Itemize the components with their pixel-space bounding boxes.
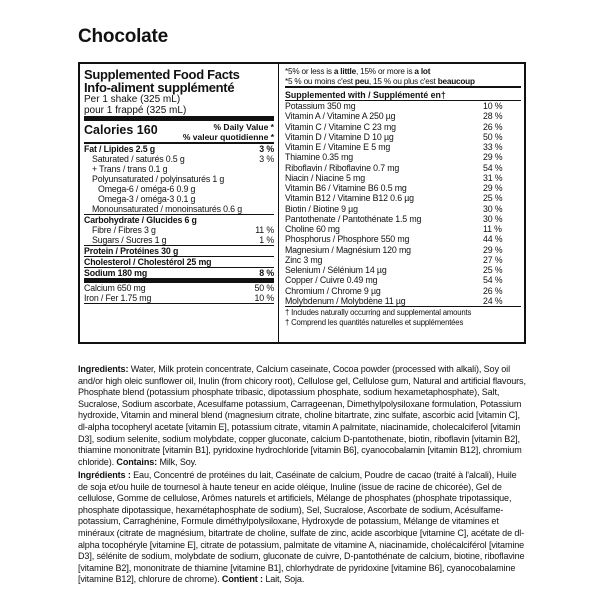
dv-note-fr: *5 % ou moins c'est peu, 15 % ou plus c'est beaucoup [285, 77, 521, 89]
contains-text-fr: Lait, Soja. [262, 574, 305, 585]
nutrient-row-fat: Fat / Lipides 2.5 g 3 % [84, 144, 274, 154]
footnote-fr: † Comprend les quantités naturelles et supplémentées [285, 318, 464, 327]
vitamin-row: Zinc 3 mg 27 % [285, 254, 503, 265]
vitamin-row: Chromium / Chrome 9 µg 26 % [285, 285, 503, 296]
ingredients-en [78, 364, 528, 468]
ingredients-label-fr: Ingrédients : [78, 470, 131, 480]
nutrient-row-iron: Iron / Fer 1.75 mg 10 % [84, 293, 274, 303]
serving-size-en: Per 1 shake (325 mL) [84, 94, 181, 105]
ingredients-fr [78, 470, 528, 586]
nutrient-row-trans: + Trans / trans 0.1 g [92, 164, 168, 174]
daily-value-header [183, 123, 274, 142]
dv-note-en: *5% or less is a little, 15% or more is a lot [285, 67, 431, 76]
calories-value: Calories 160 [84, 123, 158, 137]
vitamin-row: Magnesium / Magnésium 120 mg 29 % [285, 244, 503, 255]
calories-row [84, 121, 274, 144]
vitamin-row: Riboflavin / Riboflavine 0.7 mg 54 % [285, 162, 503, 173]
contains-label-en: Contains: [116, 456, 158, 467]
vitamin-row: Selenium / Sélénium 14 µg 25 % [285, 265, 503, 275]
daily-value-fr: % valeur quotidienne * [182, 131, 274, 142]
supplemented-heading: Supplemented with / Supplémenté en† [285, 88, 521, 101]
serving-size-fr: pour 1 frappé (325 mL) [84, 105, 274, 121]
nutrition-facts-right-column [281, 64, 524, 342]
vitamin-row: Choline 60 mg 11 % [285, 224, 502, 234]
nutrient-row-cholesterol: Cholesterol / Cholestérol 25 mg [84, 257, 274, 268]
nutrient-row-polyunsaturated: Polyunsaturated / polyinsaturés 1 g [92, 174, 225, 184]
facts-heading-fr: Info-aliment supplémenté [84, 80, 235, 95]
nutrient-row-fibre: Fibre / Fibres 3 g 11 % [92, 225, 274, 235]
vitamin-row: Phosphorus / Phosphore 550 mg 44 % [285, 234, 503, 245]
footnote-en: † Includes naturally occurring and supplemental amounts [285, 308, 472, 317]
nutrition-facts-panel [78, 62, 526, 344]
facts-heading-en: Supplemented Food Facts [84, 67, 240, 82]
nutrition-facts-left-column [80, 64, 279, 342]
nutrient-row-omega6: Omega-6 / oméga-6 0.9 g [98, 184, 196, 194]
vitamin-row: Vitamin B12 / Vitamine B12 0.6 µg 25 % [285, 193, 503, 204]
vitamin-row: Vitamin A / Vitamine A 250 µg 28 % [285, 111, 503, 122]
vitamin-row: Copper / Cuivre 0.49 mg 54 % [285, 275, 503, 286]
vitamin-row: Vitamin B6 / Vitamine B6 0.5 mg 29 % [285, 183, 503, 193]
nutrient-row-monounsaturated: Monounsaturated / monoinsaturés 0.6 g [84, 204, 274, 215]
contains-label-fr: Contient : [221, 574, 263, 585]
ingredients-text-en: Water, Milk protein concentrate, Calcium caseinate, Cocoa powder (processed with alkali), Soy oil and/or high oleic sunflower oil, Inulin (from chicory root), Cellulose gel, Cellulose gum, Natural and artificial flavours, Phosphate blend (potassium phosphate tribasic, dipotassium phosphate, sodium hexametaphosphate), Salt, Sucralose, Sodium ascorbate, Acesulfame potassium, Carrageenan, Dimethylpolysiloxane formulation, Potassium hydroxide, Vitamin and mineral blend (magnesium citrate, choline bitartrate, zinc sulfate, ascorbic acid [vitamin C], dl-alpha tocopheryl acetate [vitamin E], potassium citrate, vitamin A palmitate, niacinamide, cholecalciferol [vitamin D3], sodium selenite, sodium molybdate, copper gluconate, calcium D-pantothenate, biotin, riboflavin [vitamin B2], thiamine mononitrate [vitamin B1], pyridoxine hydrochloride [vitamin B6], cyanocobalamin [vitamin B12], chromium chloride). [78, 364, 526, 467]
vitamin-row: Vitamin E / Vitamine E 5 mg 33 % [285, 142, 503, 152]
vitamin-row: Molybdenum / Molybdène 11 µg 24 % [285, 296, 521, 307]
contains-text-en: Milk, Soy. [157, 456, 197, 467]
vitamin-row: Vitamin C / Vitamine C 23 mg 26 % [285, 121, 503, 132]
ingredients-text-fr: Eau, Concentré de protéines du lait, Caséinate de calcium, Poudre de cacao (traité à l'alcali), Huile de soja et/ou huile de tournesol à haute teneur en acide oléique, Inuline (issue de racine de chicorée), Gel de cellulose, Gomme de cellulose, Arômes naturels et artificiels, Mélange de phosphates (phosphate tripotassique, phosphate dipotassique, hexamétaphosphate de sodium), Sel, Sucralose, Ascorbate de sodium, Acésulfame-potassium, Carraghénine, Formule diméthylpolysiloxane, Hydroxyde de potassium, Mélange de vitamines et minéraux (citrate de magnésium, bitartrate de choline, sulfate de zinc, acide ascorbique [vitamine C], acétate de dl-alpha tocophéryle [vitamine E], citrate de potassium, palmitate de vitamine A, niacinamide, cholécalciférol [vitamine D3], sélénite de sodium, molybdate de sodium, gluconate de cuivre, D-pantothénate de calcium, biotine, riboflavine [vitamine B2], mononitrate de thiamine [vitamine B1], chlorhydrate de pyridoxine [vitamine B6], cyanocobalamine [vitamine B12], chlorure de chrome). [78, 470, 525, 585]
daily-value-en: % Daily Value * [213, 122, 274, 132]
product-title: Chocolate [78, 26, 169, 47]
vitamin-row: Potassium 350 mg 10 % [285, 101, 503, 111]
vitamin-row: Vitamin D / Vitamine D 10 µg 50 % [285, 131, 503, 142]
vitamin-row: Pantothenate / Pantothénate 1.5 mg 30 % [285, 213, 503, 224]
vitamin-row: Niacin / Niacine 5 mg 31 % [285, 172, 503, 183]
nutrient-row-sugars: Sugars / Sucres 1 g 1 % [84, 235, 274, 246]
nutrient-row-sodium: Sodium 180 mg 8 % [84, 268, 274, 283]
nutrient-row-protein: Protein / Protéines 30 g [84, 246, 274, 257]
nutrient-row-carbohydrate: Carbohydrate / Glucides 6 g [84, 215, 197, 225]
vitamin-row: Biotin / Biotine 9 µg 30 % [285, 203, 503, 214]
vitamin-list [285, 101, 521, 307]
ingredients-label-en: Ingredients: [78, 364, 129, 374]
vitamin-row: Thiamine 0.35 mg 29 % [285, 152, 503, 163]
nutrient-row-omega3: Omega-3 / oméga-3 0.1 g [98, 194, 196, 204]
nutrient-row-saturated: Saturated / saturés 0.5 g 3 % [92, 154, 274, 164]
nutrient-row-calcium: Calcium 650 mg 50 % [84, 283, 274, 293]
